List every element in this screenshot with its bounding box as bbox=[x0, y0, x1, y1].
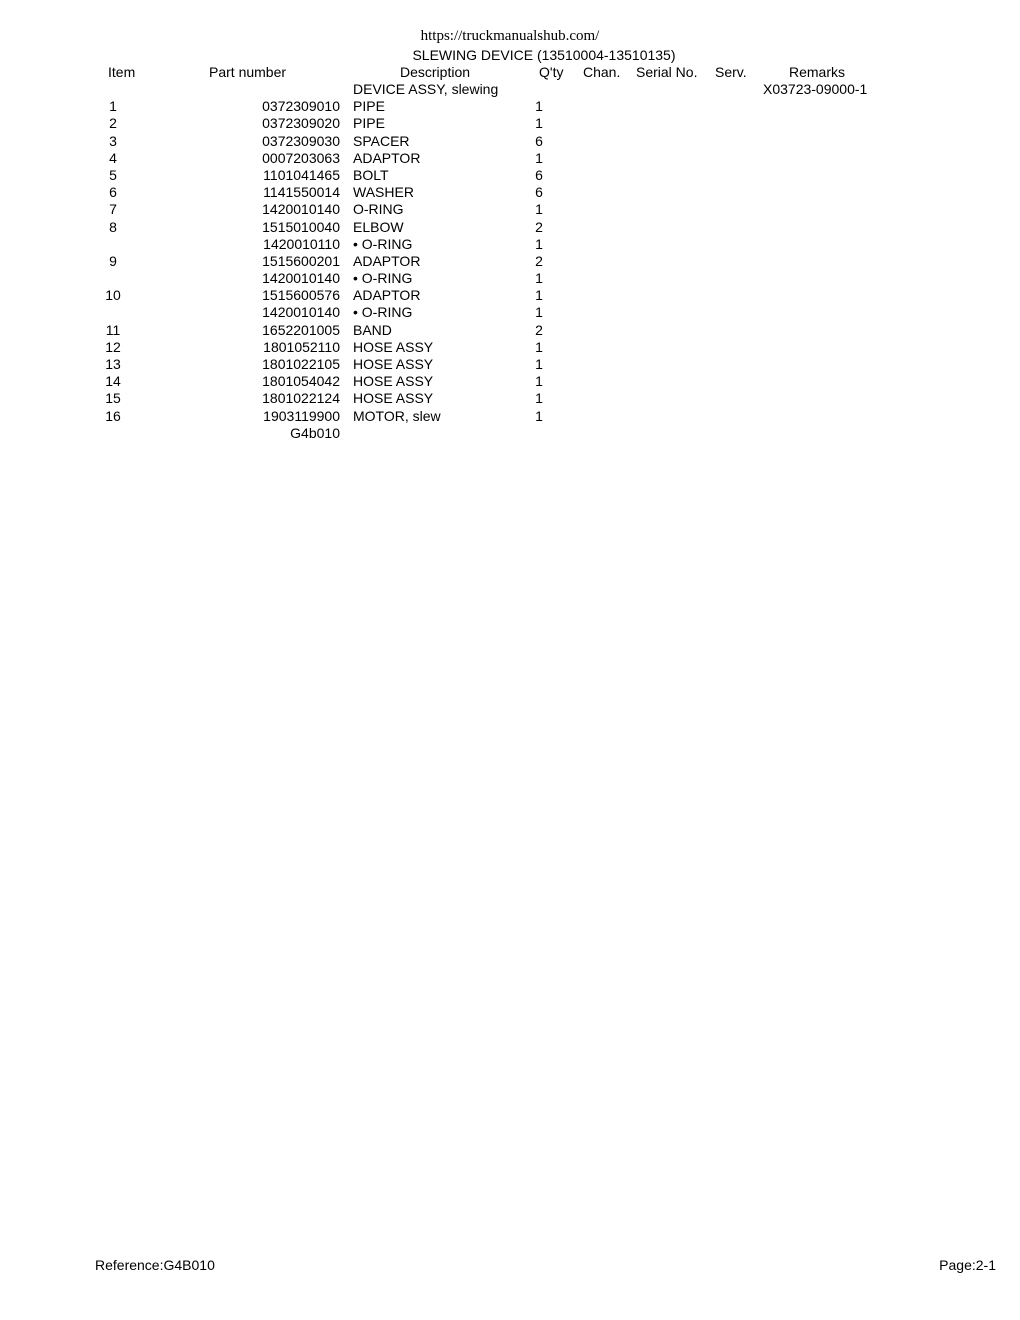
row-quantity: 1 bbox=[535, 338, 543, 355]
row-description: O-RING bbox=[353, 201, 404, 218]
row-item-number: 6 bbox=[109, 184, 117, 201]
row-item-number: 10 bbox=[105, 287, 121, 304]
table-row bbox=[0, 287, 1020, 304]
row-part-number: 1515600201 bbox=[262, 252, 340, 269]
row-quantity: 1 bbox=[535, 373, 543, 390]
row-part-number: 1420010140 bbox=[262, 304, 340, 321]
row-description: HOSE ASSY bbox=[353, 338, 434, 355]
footer-reference: Reference:G4B010 bbox=[95, 1257, 215, 1273]
row-quantity: 1 bbox=[535, 407, 543, 424]
row-quantity: 1 bbox=[535, 287, 543, 304]
table-row bbox=[0, 219, 1020, 236]
column-header-remarks: Remarks bbox=[789, 64, 846, 80]
row-part-number: 1141550014 bbox=[263, 184, 340, 201]
row-item-number: 11 bbox=[105, 321, 121, 338]
parts-table bbox=[0, 81, 1020, 442]
row-description: WASHER bbox=[353, 184, 414, 201]
row-item-number: 2 bbox=[109, 115, 117, 132]
column-header-serial-no: Serial No. bbox=[636, 64, 698, 80]
column-header-description: Description bbox=[400, 64, 471, 80]
table-row bbox=[0, 373, 1020, 390]
row-quantity: 1 bbox=[535, 270, 543, 287]
table-row bbox=[0, 236, 1020, 253]
row-item-number: 1 bbox=[109, 98, 117, 115]
row-description: HOSE ASSY bbox=[353, 373, 434, 390]
row-quantity: 6 bbox=[535, 166, 543, 183]
row-part-number: 1515010040 bbox=[262, 218, 340, 235]
row-description: HOSE ASSY bbox=[353, 390, 434, 407]
row-item-number: 12 bbox=[105, 338, 121, 355]
row-item-number: 9 bbox=[109, 252, 117, 269]
row-quantity: 6 bbox=[535, 132, 543, 149]
page-title: SLEWING DEVICE (13510004-13510135) bbox=[412, 47, 676, 63]
row-description: PIPE bbox=[353, 98, 385, 115]
table-row bbox=[0, 167, 1020, 184]
row-quantity: 1 bbox=[535, 149, 543, 166]
row-quantity: 1 bbox=[535, 304, 543, 321]
row-description: BOLT bbox=[353, 166, 389, 183]
row-description: • O-RING bbox=[353, 304, 413, 321]
row-part-number: 1420010140 bbox=[262, 270, 340, 287]
row-description: HOSE ASSY bbox=[353, 356, 434, 372]
row-quantity: 1 bbox=[535, 235, 543, 252]
row-remarks: X03723-09000-1 bbox=[763, 81, 868, 97]
row-quantity: 2 bbox=[535, 321, 543, 338]
row-part-number: 0372309010 bbox=[262, 98, 340, 115]
table-row bbox=[0, 425, 1020, 442]
row-part-number: 0007203063 bbox=[262, 149, 340, 166]
table-row bbox=[0, 408, 1020, 425]
table-row bbox=[0, 133, 1020, 150]
table-row bbox=[0, 253, 1020, 270]
table-row bbox=[0, 98, 1020, 115]
row-description: MOTOR, slew bbox=[353, 407, 441, 424]
row-quantity: 1 bbox=[535, 98, 543, 115]
table-row bbox=[0, 201, 1020, 218]
column-header-chan: Chan. bbox=[583, 64, 621, 80]
row-quantity: 1 bbox=[535, 390, 543, 407]
row-quantity: 1 bbox=[535, 201, 543, 218]
row-description: ADAPTOR bbox=[353, 149, 421, 166]
table-row bbox=[0, 322, 1020, 339]
row-description: ELBOW bbox=[353, 218, 404, 235]
row-description: SPACER bbox=[353, 132, 410, 149]
row-item-number: 8 bbox=[109, 218, 117, 235]
row-part-number: 1420010140 bbox=[262, 201, 340, 218]
row-part-number: 1801022105 bbox=[262, 356, 340, 372]
footer-page-number: Page:2-1 bbox=[939, 1257, 996, 1273]
row-description: • O-RING bbox=[353, 270, 413, 287]
table-row bbox=[0, 184, 1020, 201]
row-quantity: 2 bbox=[535, 218, 543, 235]
row-description: ADAPTOR bbox=[353, 287, 421, 304]
row-part-number: 1801052110 bbox=[263, 338, 340, 355]
row-part-number: 1652201005 bbox=[262, 321, 340, 338]
row-description: • O-RING bbox=[353, 235, 413, 252]
table-row bbox=[0, 150, 1020, 167]
table-row bbox=[0, 356, 1020, 373]
source-url: https://truckmanualshub.com/ bbox=[420, 28, 600, 44]
row-quantity: 1 bbox=[535, 356, 543, 372]
row-part-number: 1420010110 bbox=[263, 235, 340, 252]
row-item-number: 3 bbox=[109, 132, 117, 149]
column-header-part-number: Part number bbox=[209, 64, 287, 80]
row-item-number: 4 bbox=[109, 149, 117, 166]
row-quantity: 1 bbox=[535, 115, 543, 132]
row-part-number: 1801022124 bbox=[262, 390, 340, 407]
row-part-number: 1903119900 bbox=[263, 407, 340, 424]
row-description: PIPE bbox=[353, 115, 385, 132]
column-header-item: Item bbox=[108, 64, 136, 80]
row-part-number: G4b010 bbox=[290, 424, 340, 441]
table-row bbox=[0, 339, 1020, 356]
column-header-serv: Serv. bbox=[715, 64, 747, 80]
row-item-number: 15 bbox=[105, 390, 121, 407]
row-item-number: 14 bbox=[105, 373, 121, 390]
row-part-number: 0372309030 bbox=[262, 132, 340, 149]
row-quantity: 6 bbox=[535, 184, 543, 201]
row-description: DEVICE ASSY, slewing bbox=[353, 81, 499, 97]
row-quantity: 2 bbox=[535, 252, 543, 269]
table-row bbox=[0, 81, 1020, 98]
row-part-number: 1801054042 bbox=[262, 373, 340, 390]
column-header-qty: Q'ty bbox=[539, 64, 564, 80]
row-description: BAND bbox=[353, 321, 392, 338]
row-part-number: 1101041465 bbox=[263, 166, 340, 183]
row-item-number: 5 bbox=[109, 166, 117, 183]
row-item-number: 7 bbox=[109, 201, 117, 218]
table-row bbox=[0, 390, 1020, 407]
row-description: ADAPTOR bbox=[353, 252, 421, 269]
row-item-number: 13 bbox=[105, 356, 121, 372]
table-row bbox=[0, 115, 1020, 132]
table-row bbox=[0, 270, 1020, 287]
row-item-number: 16 bbox=[105, 407, 121, 424]
table-row bbox=[0, 304, 1020, 321]
row-part-number: 0372309020 bbox=[262, 115, 340, 132]
row-part-number: 1515600576 bbox=[262, 287, 340, 304]
